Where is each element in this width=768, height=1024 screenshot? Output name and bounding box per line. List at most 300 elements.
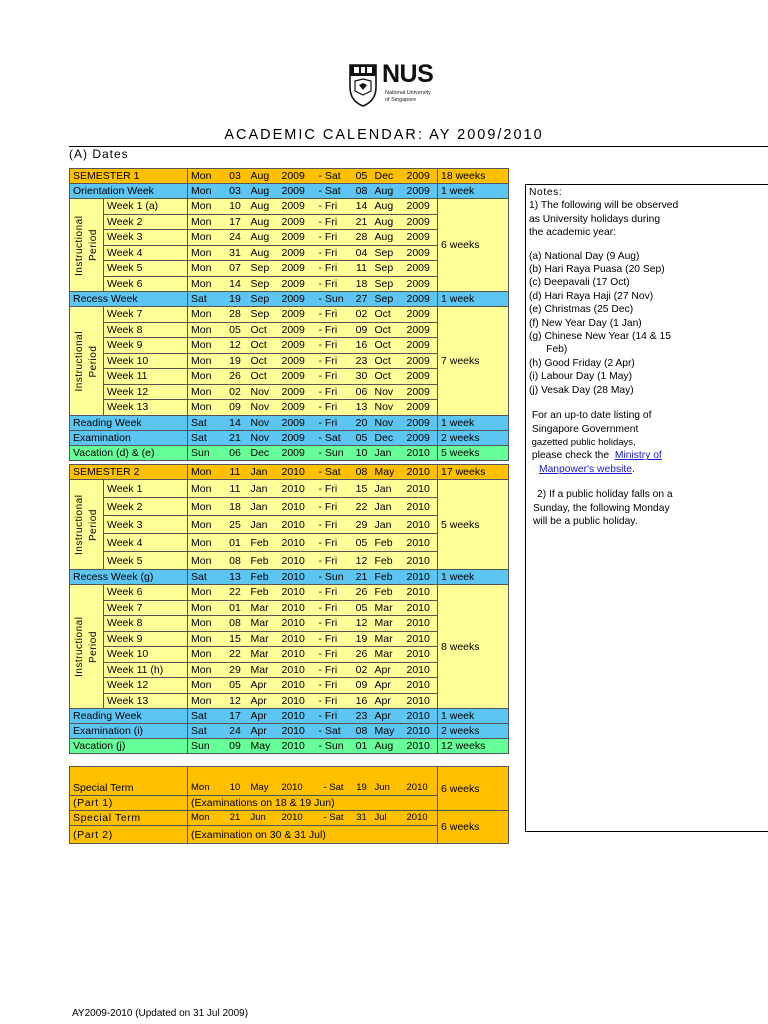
sem2-vacation-row-end-day: - Sun (316, 739, 352, 754)
sem1-block1-week-start-year: 2009 (279, 261, 316, 277)
sem2-block1-week-name: Week 1 (104, 480, 188, 498)
title-rule-right (525, 146, 768, 147)
sem1-block2-week-start-day: Mon (188, 369, 223, 385)
sem2-block2-week-start-month: Mar (248, 600, 279, 616)
sem2-block2-week-end-month: Apr (372, 678, 404, 694)
semester-1-header-end-month: Dec (372, 169, 404, 184)
sem2-block1-week-start-month: Jan (248, 480, 279, 498)
sem1-block1-week-end-date: 04 (352, 245, 372, 261)
sem2-recess-row-end-date: 21 (352, 570, 372, 585)
notes-uptodate-line: gazetted public holidays, (529, 436, 636, 448)
sem1-block1-week-end-day: - Fri (316, 214, 352, 230)
sem2-block1-week-name: Week 5 (104, 552, 188, 570)
semester-2-header-start-date: 11 (223, 465, 248, 480)
sem1-reading-row-start-month: Nov (248, 415, 279, 430)
special-term-2-end-day: - Sat (316, 811, 352, 826)
orientation-week-row-total: 1 week (438, 184, 509, 199)
sem2-block1-week-end-date: 05 (352, 534, 372, 552)
special-term-2-end-year: 2010 (404, 811, 438, 826)
sem2-reading-row-start-date: 17 (223, 709, 248, 724)
sem2-block1-week-end-year: 2010 (404, 552, 438, 570)
sem2-block2-week-end-year: 2010 (404, 647, 438, 663)
sem2-vacation-row-start-year: 2010 (279, 739, 316, 754)
orientation-week-row-start-date: 03 (223, 184, 248, 199)
sem2-block1-week-end-year: 2010 (404, 534, 438, 552)
sem1-vacation-row-total: 5 weeks (438, 445, 509, 460)
sem1-reading-row-start-day: Sat (188, 415, 223, 430)
sem1-block1-week-end-month: Aug (372, 214, 404, 230)
sem1-exam-row-end-day: - Sat (316, 430, 352, 445)
sem1-exam-row-start-year: 2009 (279, 430, 316, 445)
sem2-block2-week-start-date: 22 (223, 585, 248, 601)
semester-2-table (69, 464, 509, 754)
holiday-item: (i) Labour Day (1 May) (529, 371, 632, 383)
sem2-block2-week-start-date: 05 (223, 678, 248, 694)
sem2-block2-week-start-month: Mar (248, 647, 279, 663)
sem2-block2-week-end-month: Mar (372, 600, 404, 616)
sem1-block2-week-start-year: 2009 (279, 307, 316, 323)
sem1-block1-week-start-date: 10 (223, 199, 248, 215)
sem1-block2-week-start-day: Mon (188, 322, 223, 338)
sem2-block2-week-end-month: Apr (372, 693, 404, 709)
notes-rule2-line: will be a public holiday. (533, 515, 638, 527)
semester-1-header (70, 169, 509, 184)
sem1-block2-week-end-day: - Fri (316, 353, 352, 369)
sem1-recess-row-start-day: Sat (188, 292, 223, 307)
sem2-block1-week-start-day: Mon (188, 516, 223, 534)
sem2-block1-week-end-day: - Fri (316, 480, 352, 498)
semester-2-header-total: 17 weeks (438, 465, 509, 480)
sem1-block1-week-end-month: Aug (372, 230, 404, 246)
sem1-exam-row-total: 2 weeks (438, 430, 509, 445)
sem1-recess-row-end-year: 2009 (404, 292, 438, 307)
sem1-block1-week-end-day: - Fri (316, 261, 352, 277)
sem1-block1-week-start-date: 07 (223, 261, 248, 277)
semester-2-header-end-day: - Sat (316, 465, 352, 480)
nus-crest-icon (348, 63, 378, 107)
sem1-block1-week-end-year: 2009 (404, 245, 438, 261)
sem2-block1-week-end-month: Jan (372, 516, 404, 534)
sem2-block2-week-name: Week 10 (104, 647, 188, 663)
sem2-reading-row-start-month: Apr (248, 709, 279, 724)
orientation-week-row-start-day: Mon (188, 184, 223, 199)
special-term-1-start-year: 2010 (279, 767, 316, 796)
semester-1-header-end-year: 2009 (404, 169, 438, 184)
sem1-recess-row-total: 1 week (438, 292, 509, 307)
sem1-reading-row-end-day: - Fri (316, 415, 352, 430)
sem2-exam-row-start-month: Apr (248, 724, 279, 739)
sem1-block1-week-name: Week 2 (104, 214, 188, 230)
sem1-reading-row-end-date: 20 (352, 415, 372, 430)
sem1-block2-week-end-date: 13 (352, 400, 372, 416)
sem2-block2-week-end-year: 2010 (404, 585, 438, 601)
sem1-block2-week-start-date: 26 (223, 369, 248, 385)
semester-2-header-end-date: 08 (352, 465, 372, 480)
sem1-exam-row-end-year: 2009 (404, 430, 438, 445)
notes-line: as University holidays during (529, 213, 661, 225)
sem1-block2-week-start-year: 2009 (279, 353, 316, 369)
sem2-block2-week-name: Week 6 (104, 585, 188, 601)
sem1-reading-row-total: 1 week (438, 415, 509, 430)
special-term-2-note: (Examination on 30 & 31 Jul) (188, 826, 438, 844)
sem2-block2-week-start-day: Mon (188, 693, 223, 709)
special-term-2-part: (Part 2) (70, 826, 188, 844)
sem2-vacation-row-end-month: Aug (372, 739, 404, 754)
sem1-block2-week-end-date: 30 (352, 369, 372, 385)
sem2-exam-row-end-year: 2010 (404, 724, 438, 739)
sem1-block2-week-end-year: 2009 (404, 322, 438, 338)
sem2-block2-week-end-year: 2010 (404, 693, 438, 709)
special-term-2-start-month: Jun (248, 811, 279, 826)
sem1-vacation-row-start-day: Sun (188, 445, 223, 460)
sem2-block2-week-start-day: Mon (188, 616, 223, 632)
sem2-recess-row-start-month: Feb (248, 570, 279, 585)
sem2-block2-week-end-year: 2010 (404, 662, 438, 678)
sem1-block1-week-start-month: Sep (248, 261, 279, 277)
orientation-week-row-end-day: - Sat (316, 184, 352, 199)
ministry-link[interactable]: Ministry of (614, 450, 662, 462)
sem2-block2-week-start-day: Mon (188, 662, 223, 678)
holiday-item: (f) New Year Day (1 Jan) (529, 317, 642, 329)
period-label: Period (87, 630, 99, 663)
manpower-website-link[interactable]: Manpower's website (539, 463, 632, 475)
holiday-item: (h) Good Friday (2 Apr) (529, 357, 635, 369)
sem2-block1-week-start-date: 18 (223, 498, 248, 516)
sem1-vacation-row-start-month: Dec (248, 445, 279, 460)
sem1-block1-week-end-year: 2009 (404, 214, 438, 230)
holiday-item: (d) Hari Raya Haji (27 Nov) (529, 290, 654, 302)
sem2-block1-week-start-date: 08 (223, 552, 248, 570)
sem2-block1-week-end-year: 2010 (404, 498, 438, 516)
orientation-week-row-end-month: Aug (372, 184, 404, 199)
sem1-block1-label (70, 199, 104, 292)
sem1-block2-week-end-day: - Fri (316, 322, 352, 338)
sem2-vacation-row-label: Vacation (j) (70, 739, 188, 754)
instructional-label: Instructional (73, 330, 85, 391)
sem1-block2-week-end-date: 06 (352, 384, 372, 400)
semester-1-header-total: 18 weeks (438, 169, 509, 184)
sem1-block2-week-start-month: Oct (248, 353, 279, 369)
sem2-block2-week-end-month: Mar (372, 616, 404, 632)
sem1-block2-week-name: Week 13 (104, 400, 188, 416)
special-term-1-end-year: 2010 (404, 767, 438, 796)
sem2-vacation-row-total: 12 weeks (438, 739, 509, 754)
sem2-block2-week-start-year: 2010 (279, 662, 316, 678)
sem2-block1-week-start-year: 2010 (279, 498, 316, 516)
sem2-block1-week-start-day: Mon (188, 534, 223, 552)
sem1-block2-week-end-date: 16 (352, 338, 372, 354)
notes-heading: Notes: (529, 187, 563, 198)
semester-1-header-label: SEMESTER 1 (70, 169, 188, 184)
sem1-reading-row (70, 415, 509, 430)
sem1-block2-week-name: Week 12 (104, 384, 188, 400)
sem2-block2-week-start-date: 08 (223, 616, 248, 632)
sem1-block2-week-name: Week 11 (104, 369, 188, 385)
sem1-block1-week-end-month: Sep (372, 276, 404, 292)
notes-uptodate-line (529, 449, 768, 462)
sem1-block1-week-name: Week 3 (104, 230, 188, 246)
sem1-block2-week-start-year: 2009 (279, 322, 316, 338)
sem1-block2-total: 7 weeks (438, 307, 509, 416)
sem2-exam-row-end-day: - Sat (316, 724, 352, 739)
sem2-block2-week-start-year: 2010 (279, 600, 316, 616)
sem2-exam-row (70, 724, 509, 739)
sem1-block2-week-row (70, 307, 509, 323)
sem2-recess-row-end-day: - Sun (316, 570, 352, 585)
sem1-block2-week-end-month: Oct (372, 369, 404, 385)
semester-1-header-start-month: Aug (248, 169, 279, 184)
sem2-block2-week-start-month: Feb (248, 585, 279, 601)
sem2-block2-week-start-month: Apr (248, 693, 279, 709)
semester-1-header-start-day: Mon (188, 169, 223, 184)
sem2-block1-week-end-year: 2010 (404, 480, 438, 498)
sem1-block2-week-end-day: - Fri (316, 307, 352, 323)
sem2-block1-week-end-date: 22 (352, 498, 372, 516)
notes-uptodate-line: Singapore Government (529, 423, 639, 435)
sem2-block1-week-end-month: Feb (372, 552, 404, 570)
special-term-2-end-date: 31 (352, 811, 372, 826)
logo-wordmark: NUS (382, 60, 434, 88)
sem2-block2-week-end-date: 09 (352, 678, 372, 694)
sem2-block2-week-start-month: Mar (248, 616, 279, 632)
sem1-recess-row-end-day: - Sun (316, 292, 352, 307)
sem2-reading-row-start-year: 2010 (279, 709, 316, 724)
sem1-block2-week-start-day: Mon (188, 384, 223, 400)
sem2-block2-week-start-year: 2010 (279, 693, 316, 709)
sem2-block2-week-end-year: 2010 (404, 631, 438, 647)
sem2-vacation-row-start-month: May (248, 739, 279, 754)
sem1-vacation-row (70, 445, 509, 460)
sem1-block1-week-start-day: Mon (188, 199, 223, 215)
holiday-item: (j) Vesak Day (28 May) (529, 384, 634, 396)
sem2-block1-week-end-date: 29 (352, 516, 372, 534)
sem2-recess-row-start-year: 2010 (279, 570, 316, 585)
sem1-block2-week-end-date: 02 (352, 307, 372, 323)
sem2-reading-row-start-day: Sat (188, 709, 223, 724)
instructional-label: Instructional (73, 494, 85, 555)
sem1-block2-week-start-month: Nov (248, 384, 279, 400)
sem2-block1-week-end-month: Jan (372, 480, 404, 498)
sem2-block1-week-name: Week 4 (104, 534, 188, 552)
sem2-block2-week-start-date: 01 (223, 600, 248, 616)
sem2-block2-week-start-date: 15 (223, 631, 248, 647)
sem1-recess-row-end-date: 27 (352, 292, 372, 307)
sem2-block1-week-end-month: Feb (372, 534, 404, 552)
notes-rule2-line: 2) If a public holiday falls on a (537, 489, 673, 501)
sem1-exam-row (70, 430, 509, 445)
sem1-block2-week-name: Week 7 (104, 307, 188, 323)
semester-2-header-end-year: 2010 (404, 465, 438, 480)
sem2-block1-week-start-year: 2010 (279, 552, 316, 570)
special-term-1-end-month: Jun (372, 767, 404, 796)
sem1-block2-week-start-date: 05 (223, 322, 248, 338)
sem1-block2-week-start-date: 28 (223, 307, 248, 323)
holiday-item: (g) Chinese New Year (14 & 15 (529, 331, 671, 343)
sem2-block2-week-end-year: 2010 (404, 616, 438, 632)
sem2-block1-week-end-day: - Fri (316, 498, 352, 516)
sem1-reading-row-start-year: 2009 (279, 415, 316, 430)
sem2-block2-week-end-date: 26 (352, 585, 372, 601)
sem1-block2-week-end-day: - Fri (316, 369, 352, 385)
sem1-recess-row-start-date: 19 (223, 292, 248, 307)
sem2-block2-week-start-year: 2010 (279, 616, 316, 632)
sem1-vacation-row-end-year: 2010 (404, 445, 438, 460)
sem2-block1-week-end-date: 12 (352, 552, 372, 570)
sem1-block1-week-end-date: 28 (352, 230, 372, 246)
sem1-block1-week-start-year: 2009 (279, 199, 316, 215)
sem2-block2-week-start-year: 2010 (279, 647, 316, 663)
semester-2-header-end-month: May (372, 465, 404, 480)
sem1-block1-week-end-year: 2009 (404, 230, 438, 246)
sem1-block2-week-end-month: Oct (372, 307, 404, 323)
sem2-recess-row-end-year: 2010 (404, 570, 438, 585)
sem2-block2-week-end-day: - Fri (316, 647, 352, 663)
sem1-recess-row-start-year: 2009 (279, 292, 316, 307)
sem1-block2-week-end-year: 2009 (404, 338, 438, 354)
sem2-recess-row (70, 570, 509, 585)
sem2-block1-week-name: Week 2 (104, 498, 188, 516)
special-term-1-note: (Examinations on 18 & 19 Jun) (188, 796, 438, 811)
sem1-block2-week-end-day: - Fri (316, 338, 352, 354)
sem2-block2-week-end-date: 05 (352, 600, 372, 616)
orientation-week-row-end-year: 2009 (404, 184, 438, 199)
holiday-item: (a) National Day (9 Aug) (529, 250, 640, 262)
sem1-block1-week-start-day: Mon (188, 230, 223, 246)
orientation-week-row-end-date: 08 (352, 184, 372, 199)
sem1-block2-week-start-month: Oct (248, 338, 279, 354)
sem2-block2-label (70, 585, 104, 709)
sem2-recess-row-start-day: Sat (188, 570, 223, 585)
sem1-block2-week-start-day: Mon (188, 400, 223, 416)
footer-updated: AY2009-2010 (Updated on 31 Jul 2009) (72, 1008, 249, 1019)
page-title: ACADEMIC CALENDAR: AY 2009/2010 (224, 127, 544, 143)
special-term-2-label: Special Term (70, 811, 188, 826)
sem1-block1-week-name: Week 4 (104, 245, 188, 261)
sem1-block2-week-start-day: Mon (188, 353, 223, 369)
sem1-block1-week-start-year: 2009 (279, 230, 316, 246)
sem1-block1-week-end-day: - Fri (316, 245, 352, 261)
period-label: Period (87, 508, 99, 541)
sem2-block1-week-name: Week 3 (104, 516, 188, 534)
sem1-block2-week-start-month: Oct (248, 322, 279, 338)
sem2-block2-week-start-date: 12 (223, 693, 248, 709)
sem2-block2-week-end-date: 16 (352, 693, 372, 709)
sem2-block2-week-end-day: - Fri (316, 693, 352, 709)
sem2-block2-week-end-month: Mar (372, 631, 404, 647)
sem1-block2-week-start-month: Sep (248, 307, 279, 323)
orientation-week-row-start-month: Aug (248, 184, 279, 199)
sem1-block2-week-end-month: Oct (372, 322, 404, 338)
sem2-block2-week-end-day: - Fri (316, 678, 352, 694)
sem1-block1-week-start-month: Aug (248, 245, 279, 261)
special-term-1-label: Special Term (70, 767, 188, 796)
sem1-block1-week-end-day: - Fri (316, 230, 352, 246)
sem2-reading-row-end-date: 23 (352, 709, 372, 724)
sem1-block2-label (70, 307, 104, 416)
sem1-block2-week-end-year: 2009 (404, 353, 438, 369)
sem1-block1-week-start-day: Mon (188, 214, 223, 230)
sem1-block1-week-row (70, 199, 509, 215)
sem1-block2-week-end-year: 2009 (404, 384, 438, 400)
sem2-block1-week-start-date: 11 (223, 480, 248, 498)
sem1-block2-week-end-year: 2009 (404, 369, 438, 385)
sem2-block2-week-end-date: 02 (352, 662, 372, 678)
sem1-block1-week-start-year: 2009 (279, 245, 316, 261)
sem2-block2-week-name: Week 7 (104, 600, 188, 616)
sem1-block1-week-start-day: Mon (188, 245, 223, 261)
sem2-block2-week-start-month: Mar (248, 662, 279, 678)
sem2-block2-week-end-date: 19 (352, 631, 372, 647)
sem1-vacation-row-start-year: 2009 (279, 445, 316, 460)
sem1-block2-week-start-year: 2009 (279, 400, 316, 416)
semester-1-body (70, 169, 509, 461)
semester-2-header-label: SEMESTER 2 (70, 465, 188, 480)
sem1-block1-week-start-month: Aug (248, 214, 279, 230)
orientation-week-row-start-year: 2009 (279, 184, 316, 199)
sem1-block2-week-end-month: Oct (372, 353, 404, 369)
sem1-block1-week-end-year: 2009 (404, 276, 438, 292)
sem2-block1-week-end-day: - Fri (316, 534, 352, 552)
sem1-exam-row-start-day: Sat (188, 430, 223, 445)
sem2-block2-week-start-day: Mon (188, 600, 223, 616)
sem1-block1-week-start-date: 17 (223, 214, 248, 230)
holiday-item: (e) Christmas (25 Dec) (529, 304, 634, 316)
special-term-1-end-day: - Sat (316, 767, 352, 796)
sem1-block1-week-start-month: Aug (248, 230, 279, 246)
semester-1-header-start-date: 03 (223, 169, 248, 184)
sem2-block1-week-end-date: 15 (352, 480, 372, 498)
sem1-block2-week-start-year: 2009 (279, 384, 316, 400)
sem2-reading-row (70, 709, 509, 724)
sem1-block2-week-start-date: 02 (223, 384, 248, 400)
sem1-block2-week-end-date: 23 (352, 353, 372, 369)
notes-line: the academic year: (529, 227, 616, 239)
sem2-block1-week-start-year: 2010 (279, 534, 316, 552)
sem2-block2-week-name: Week 8 (104, 616, 188, 632)
semester-2-header-start-year: 2010 (279, 465, 316, 480)
notes-rule2-line: Sunday, the following Monday (533, 502, 670, 514)
sem2-recess-row-end-month: Feb (372, 570, 404, 585)
sem1-block2-week-start-day: Mon (188, 338, 223, 354)
special-term-1-start-day: Mon (188, 767, 223, 796)
holiday-item: (c) Deepavali (17 Oct) (529, 277, 630, 289)
sem2-block1-week-start-year: 2010 (279, 480, 316, 498)
semester-2-header-start-month: Jan (248, 465, 279, 480)
orientation-week-row-label: Orientation Week (70, 184, 188, 199)
sem2-block2-week-name: Week 13 (104, 693, 188, 709)
sem1-vacation-row-label: Vacation (d) & (e) (70, 445, 188, 460)
semester-1-header-start-year: 2009 (279, 169, 316, 184)
notes-content (529, 184, 768, 528)
sem2-block1-week-start-date: 25 (223, 516, 248, 534)
sem2-block2-week-start-day: Mon (188, 678, 223, 694)
special-term-2-start-year: 2010 (279, 811, 316, 826)
sem2-exam-row-start-year: 2010 (279, 724, 316, 739)
semester-1-table (69, 168, 509, 461)
sem1-reading-row-start-date: 14 (223, 415, 248, 430)
sem1-recess-row-end-month: Sep (372, 292, 404, 307)
sem1-block2-week-start-day: Mon (188, 307, 223, 323)
sem1-block2-week-start-month: Oct (248, 369, 279, 385)
sem2-block2-week-start-day: Mon (188, 631, 223, 647)
sem2-vacation-row-end-date: 01 (352, 739, 372, 754)
special-term-1-start-date: 10 (223, 767, 248, 796)
semester-2-body (70, 465, 509, 754)
sem1-block2-week-start-month: Nov (248, 400, 279, 416)
sem2-block2-week-end-day: - Fri (316, 662, 352, 678)
sem1-vacation-row-end-day: - Sun (316, 445, 352, 460)
instructional-label: Instructional (73, 214, 85, 276)
